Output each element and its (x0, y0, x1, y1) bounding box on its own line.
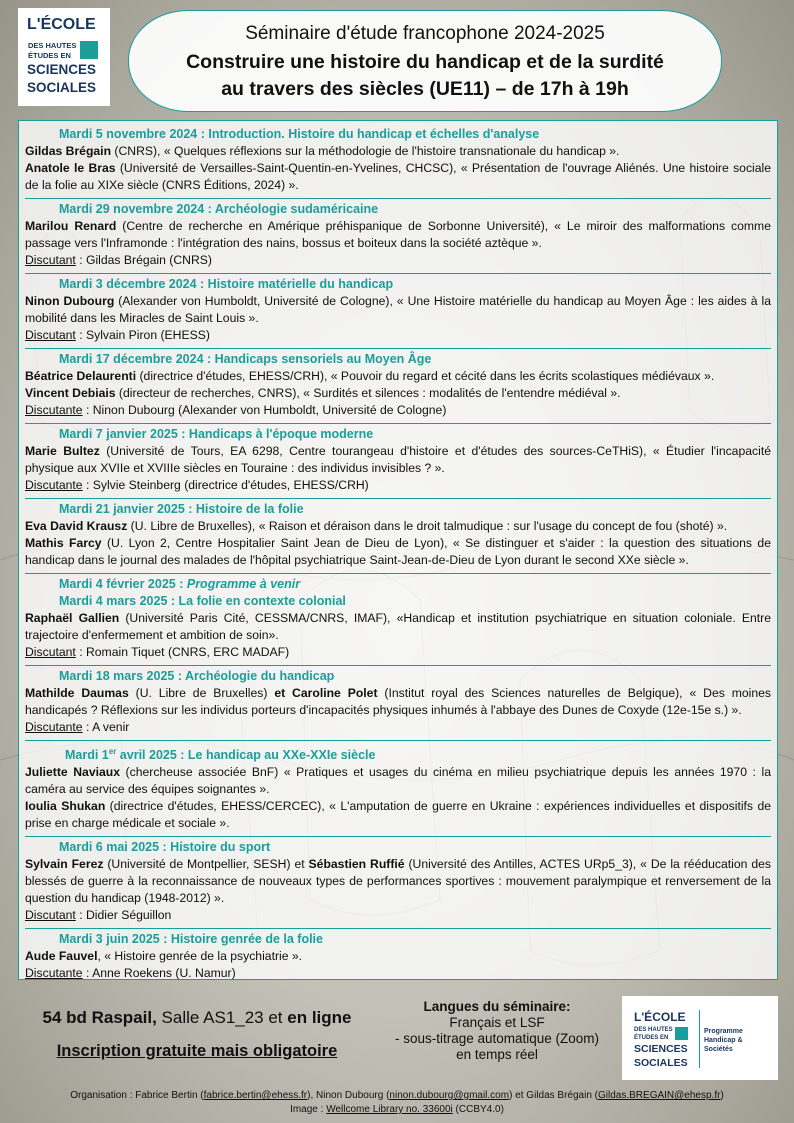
discussant-label: Discutant (25, 253, 76, 267)
discussant-text: : Gildas Brégain (CNRS) (75, 253, 212, 267)
speaker-talk: (Université Paris Cité, CESSMA/CNRS, IMAF), «Handicap et institution psychiatrique en situation coloniale. Entre trajectoire d'enfermement et ambition de soin». (25, 611, 771, 642)
discussant-label: Discutante (25, 478, 83, 492)
org-text-c: ) et Gildas Brégain ( (509, 1090, 599, 1101)
title-box (128, 10, 722, 112)
speaker-name: Mathilde Daumas (25, 686, 129, 700)
logo2-text-line3: ÉTUDES EN (634, 1035, 669, 1041)
discussant-line (25, 965, 771, 982)
speaker-line (25, 218, 771, 252)
session-date-a: Mardi 4 février 2025 : (59, 577, 187, 591)
session-date: Mardi 4 mars 2025 : La folie en contexte colonial (59, 594, 346, 608)
logo-text-line3: ÉTUDES EN (28, 51, 71, 60)
discussant-text: : Anne Roekens (U. Namur) (82, 966, 236, 981)
discussant-line (25, 402, 771, 419)
logo2-text-line2: DES HAUTES (634, 1027, 673, 1033)
speaker-line (25, 685, 771, 719)
logo-text-line5: SOCIALES (27, 80, 97, 95)
session-date-feb (25, 576, 771, 593)
speaker-line (25, 293, 771, 327)
speaker-name: Aude Fauvel (25, 949, 98, 964)
discussant-text: : Sylvie Steinberg (directrice d'études, EHESS/CRH) (82, 478, 369, 492)
image-credit-link[interactable]: Wellcome Library no. 33600i (326, 1104, 453, 1115)
logo2-program-line2: Handicap & (704, 1037, 743, 1044)
discussant-line (25, 252, 771, 269)
seminar-title: Séminaire d'étude francophone 2024-2025 (245, 23, 605, 44)
speaker-line (25, 764, 771, 798)
speaker-talk: (Institut royal des Sciences naturelles de Belgique), « Des moines handicapés ? Réflexions sur les individus porteurs d'incapacités physiques inhumés à l'abbaye des Dunes de Coxyde (12e-15e s.) ». (25, 686, 772, 717)
speaker-name: Ioulia Shukan (25, 799, 106, 814)
speaker-talk: (directrice d'études, EHESS/CERCEC), « L'amputation de guerre en Ukraine : expériences individuelles et dispositifs de prise en charge médicale et sociale ». (25, 799, 771, 831)
speaker-talk: (directeur de recherches, CNRS), « Surdités et silences : modalités de l'entendre médiéval ». (115, 386, 621, 400)
languages-line-1: Français et LSF (449, 1015, 545, 1030)
speaker-talk: (U. Lyon 2, Centre Hospitalier Saint Jean de Dieu de Lyon), « Se distinguer et s'aider : la question des situations de handicap dans le journal des malades de l'hôpital psychiatrique Saint-Jean-de-Dieu de Lyon durant le second XXe siècle ». (25, 536, 771, 567)
speaker-name: Raphaël Gallien (25, 611, 120, 625)
session-date-pre: Mardi 1 (65, 748, 109, 763)
image-credit-a: Image : (290, 1104, 327, 1115)
speaker-name-2: et Caroline Polet (274, 686, 378, 700)
logo2-text-line5: SOCIALES (634, 1057, 688, 1069)
seminar-subtitle-1: Construire une histoire du handicap et de la surdité (186, 51, 664, 73)
speaker-name-2: Sébastien Ruffié (308, 857, 405, 872)
session-date: Mardi 6 mai 2025 : Histoire du sport (59, 840, 271, 855)
logo-text-line2: DES HAUTES (28, 41, 77, 50)
session-date: Mardi 29 novembre 2024 : Archéologie sudaméricaine (59, 202, 379, 216)
discussant-label: Discutante (25, 403, 83, 417)
email-link-bregain[interactable]: Gildas.BREGAIN@ehesp.fr (598, 1090, 721, 1101)
address-online: en ligne (287, 1008, 352, 1027)
speaker-line (25, 856, 771, 907)
venue-address (0, 1008, 394, 1028)
discussant-label: Discutant (25, 645, 76, 659)
speaker-talk: (chercheuse associée BnF) « Pratiques et usages du cinéma en milieu psychiatrique depuis les années 1970 : la caméra au service des équipes soignantes ». (25, 765, 771, 797)
speaker-line (25, 798, 771, 832)
session (25, 666, 771, 741)
session-date: Mardi 17 décembre 2024 : Handicaps sensoriels au Moyen Âge (59, 352, 432, 366)
languages-block (362, 999, 632, 1063)
discussant-text: : Didier Séguillon (75, 908, 172, 923)
speaker-affiliation: (Université de Montpellier, SESH) et (103, 857, 309, 872)
speaker-line (25, 948, 771, 965)
email-link-bertin[interactable]: fabrice.bertin@ehess.fr (203, 1090, 308, 1101)
logo-text-line4: SCIENCES (27, 62, 97, 77)
logo-teal-square (80, 41, 98, 59)
discussant-line (25, 907, 771, 924)
languages-line-3: en temps réel (456, 1047, 538, 1062)
inscription-notice: Inscription gratuite mais obligatoire (56, 1042, 338, 1060)
speaker-talk: (Université de Versailles-Saint-Quentin-en-Yvelines, CHCSC), « Présentation de l'ouvrage Aliénés. Une histoire sociale de la folie au XIXe siècle (CNRS Éditions, 2024) ». (25, 161, 772, 192)
speaker-talk: , « Histoire genrée de la psychiatrie ». (97, 949, 303, 964)
speaker-line (25, 368, 771, 385)
org-text-d: ) (720, 1090, 724, 1101)
program-panel (18, 120, 778, 980)
speaker-name: Sylvain Ferez (25, 857, 104, 872)
speaker-affiliation: (U. Libre de Bruxelles) (128, 686, 275, 700)
logo-text-line1: L'ÉCOLE (27, 16, 96, 33)
speaker-name: Mathis Farcy (25, 536, 102, 550)
session-date (25, 743, 771, 764)
speaker-line (25, 535, 771, 569)
discussant-text: : A venir (82, 720, 130, 734)
address-room: Salle AS1_23 et (156, 1008, 288, 1027)
speaker-line (25, 443, 771, 477)
speaker-talk: (U. Libre de Bruxelles), « Raison et déraison dans le droit talmudique : sur l'usage du concept de fou (shoté) ». (127, 519, 728, 533)
session (25, 929, 771, 986)
email-link-dubourg[interactable]: ninon.dubourg@gmail.com (389, 1090, 510, 1101)
languages-line-2: - sous-titrage automatique (Zoom) (394, 1031, 600, 1046)
logo2-teal-square (675, 1027, 688, 1040)
speaker-name: Marie Bultez (25, 444, 100, 458)
speaker-name: Marilou Renard (25, 219, 117, 233)
discussant-text: : Romain Tiquet (CNRS, ERC MADAF) (75, 645, 290, 659)
speaker-line (25, 385, 771, 402)
speaker-line (25, 610, 771, 644)
image-credit-line (0, 1103, 794, 1117)
session (25, 499, 771, 574)
session (25, 741, 771, 837)
speaker-talk: (Alexander von Humboldt, Université de Cologne), « Une Histoire matérielle du handicap au Moyen Âge : les aides à la mobilité dans les Miracles de Saint Louis ». (25, 294, 771, 325)
session-date-rest: avril 2025 : Le handicap au XXe-XXIe siècle (116, 748, 376, 763)
organisation-line (0, 1089, 794, 1103)
speaker-talk: (CNRS), « Quelques réflexions sur la méthodologie de l'histoire transnationale du handicap ». (111, 144, 620, 158)
logo2-program-line3: Sociétés (704, 1046, 733, 1053)
image-credit-b: (CCBY4.0) (452, 1104, 504, 1115)
speaker-name: Juliette Naviaux (25, 765, 120, 780)
session (25, 574, 771, 666)
speaker-talk: (directrice d'études, EHESS/CRH), « Pouvoir du regard et cécité dans les écrits scolastiques médiévaux ». (136, 369, 715, 383)
discussant-label: Discutant (25, 328, 76, 342)
logo2-program-line1: Programme (704, 1028, 743, 1035)
address-street: 54 bd Raspail, (42, 1008, 157, 1027)
session (25, 199, 771, 274)
logo2-text-line4: SCIENCES (634, 1043, 688, 1055)
languages-title: Langues du séminaire: (423, 999, 571, 1014)
logo2-divider (699, 1010, 700, 1068)
discussant-line (25, 477, 771, 494)
speaker-name: Gildas Brégain (25, 144, 112, 158)
session-date: Mardi 21 janvier 2025 : Histoire de la folie (59, 502, 304, 516)
speaker-name: Vincent Debiais (25, 386, 116, 400)
session (25, 124, 771, 199)
discussant-line (25, 719, 771, 736)
org-text-a: Organisation : Fabrice Bertin ( (70, 1090, 204, 1101)
session (25, 424, 771, 499)
speaker-line (25, 143, 771, 160)
ehess-logo (18, 8, 110, 106)
speaker-name: Anatole le Bras (25, 161, 116, 175)
program-to-come: Programme à venir (186, 577, 301, 591)
discussant-line (25, 644, 771, 661)
discussant-label: Discutant (25, 908, 76, 923)
ehess-handicap-logo (622, 996, 778, 1080)
speaker-line (25, 160, 771, 194)
speaker-line (25, 518, 771, 535)
session-date: Mardi 7 janvier 2025 : Handicaps à l'époque moderne (59, 427, 374, 441)
discussant-text: : Ninon Dubourg (Alexander von Humboldt, Université de Cologne) (82, 403, 447, 417)
session-date: Mardi 3 juin 2025 : Histoire genrée de la folie (59, 932, 323, 947)
discussant-label: Discutante (25, 720, 83, 734)
discussant-label: Discutante (25, 966, 83, 981)
speaker-talk: (Centre de recherche en Amérique préhispanique de Sorbonne Université), « Le miroir des malformations comme passage vers l'Inframonde : l'intégration des nains, bossus et boiteux dans la société aztèque ». (25, 219, 771, 250)
org-text-b: ), Ninon Dubourg ( (307, 1090, 390, 1101)
seminar-subtitle-2: au travers des siècles (UE11) – de 17h à 19h (221, 78, 629, 100)
speaker-name: Ninon Dubourg (25, 294, 115, 308)
session-date: Mardi 3 décembre 2024 : Histoire matérielle du handicap (59, 277, 394, 291)
speaker-talk: (Université des Antilles, ACTES URp5_3), « De la rééducation des blessés de guerre à la reconnaissance de nouveaux types de performances sportives : mouvement paralympique et renversement de la question du handicap (1948-2012) ». (25, 857, 771, 906)
session (25, 349, 771, 424)
discussant-text: : Sylvain Piron (EHESS) (75, 328, 210, 342)
discussant-line (25, 327, 771, 344)
session-date-sup: er (108, 747, 117, 756)
session (25, 837, 771, 929)
speaker-name: Eva David Krausz (25, 519, 128, 533)
session-date: Mardi 5 novembre 2024 : Introduction. Histoire du handicap et échelles d'analyse (59, 127, 540, 141)
credits (0, 1089, 794, 1117)
speaker-name: Béatrice Delaurenti (25, 369, 137, 383)
logo2-text-line1: L'ÉCOLE (634, 1010, 686, 1024)
venue-block (0, 1000, 394, 1061)
session (25, 274, 771, 349)
session-date: Mardi 18 mars 2025 : Archéologie du handicap (59, 669, 335, 683)
speaker-talk: (Université de Tours, EA 6298, Centre tourangeau d'histoire et d'études des sources-CeTHiS), « Étudier l'incapacité physique aux XVIIe et XVIIIe siècles en Touraine : des individus invisibles ? ». (25, 444, 771, 475)
